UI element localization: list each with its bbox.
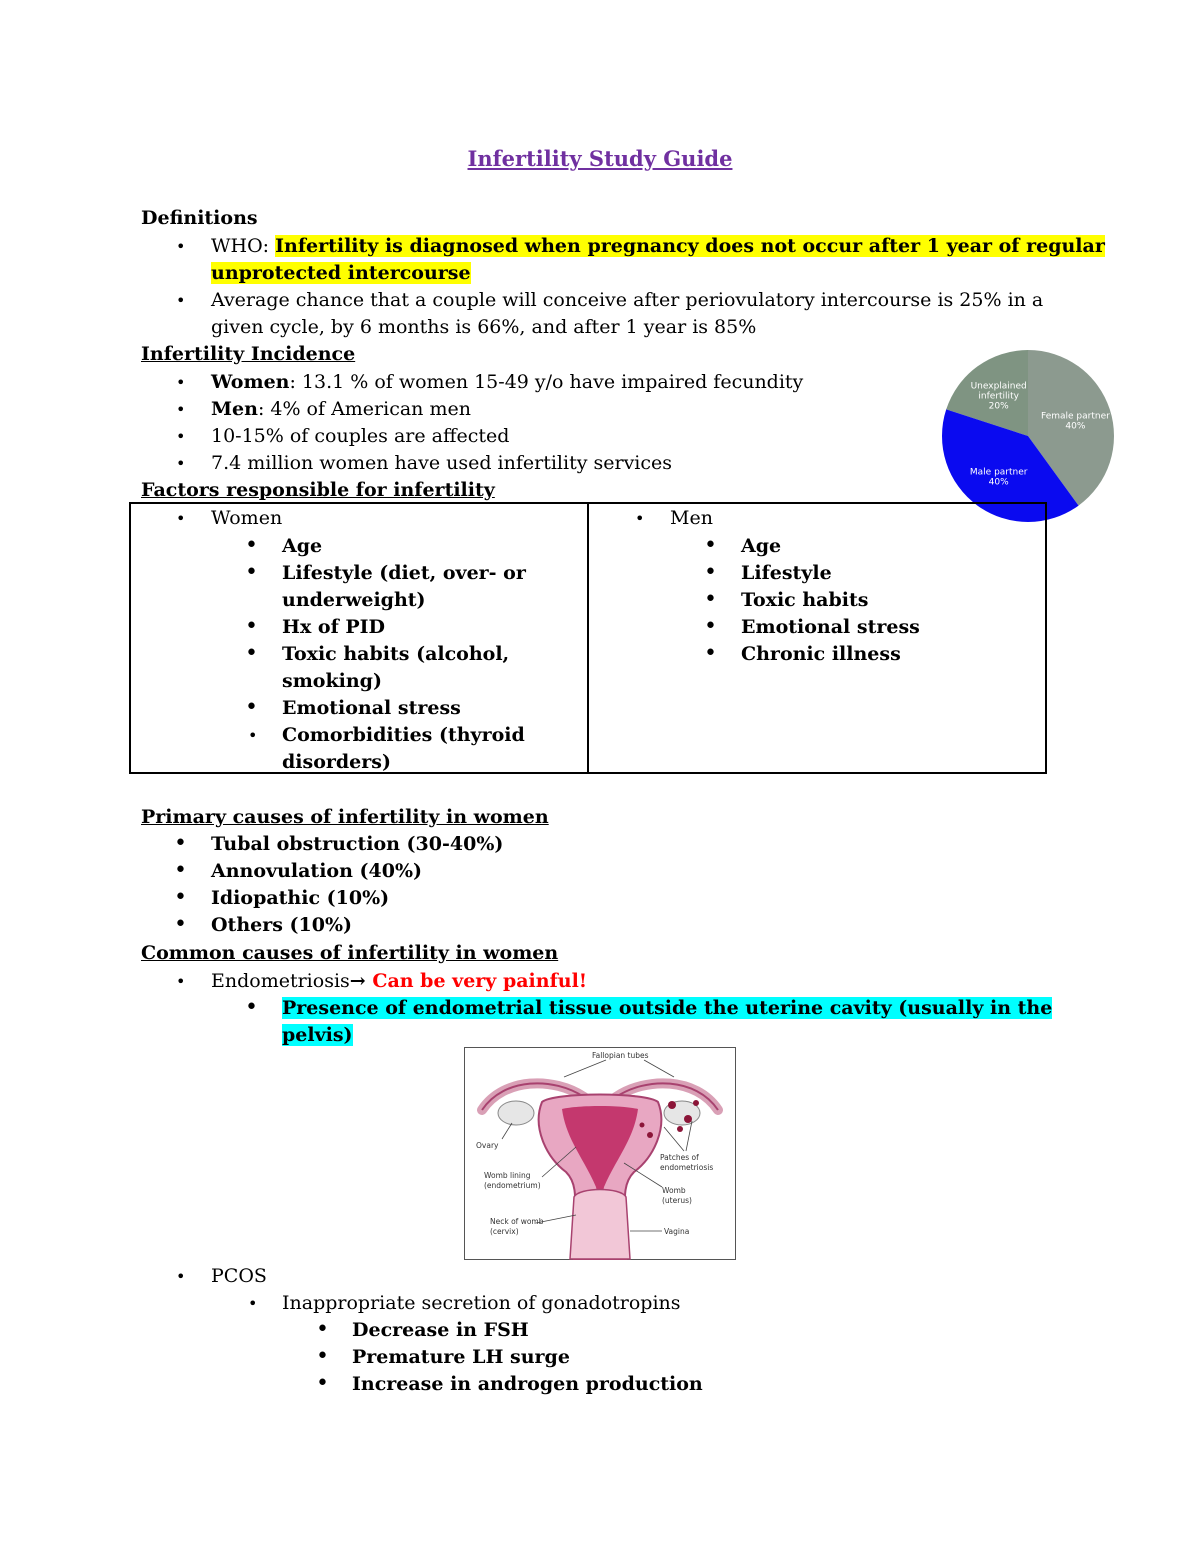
causes-pie-chart	[940, 348, 1116, 524]
men-factor-item: Chronic illness	[741, 643, 901, 665]
bullet: •	[248, 726, 258, 745]
bullet: •	[316, 1317, 329, 1342]
who-definition-cont	[211, 260, 471, 287]
bullet: •	[176, 509, 186, 528]
label-womb-1: Womb	[662, 1186, 686, 1195]
endo-def1: Presence of endometrial tissue outside the uterine cavity (usually in the	[282, 997, 1053, 1019]
bullet: •	[245, 614, 258, 639]
common-heading: Common causes of infertility in women	[141, 942, 559, 964]
bullet: •	[704, 614, 717, 639]
primary-cause-item: Others (10%)	[211, 914, 353, 936]
primary-cause-item: Idiopathic (10%)	[211, 887, 390, 909]
endometriosis-label: Endometriosis	[211, 970, 350, 992]
men-factor-item: Age	[741, 535, 782, 557]
chance-line1: Average chance that a couple will conceive after periovulatory intercourse is 25% in a	[211, 289, 1044, 311]
bullet: •	[174, 858, 187, 883]
incidence-couples: 10-15% of couples are affected	[211, 425, 510, 447]
painful-note: Can be very painful!	[365, 970, 588, 992]
bullet: •	[704, 560, 717, 585]
women-factor-item: underweight)	[282, 589, 426, 611]
bullet: •	[176, 1267, 186, 1286]
page-title: Infertility Study Guide	[467, 146, 733, 171]
bullet: •	[704, 641, 717, 666]
pie-label: Male partner	[969, 467, 1028, 478]
pie-label: Unexplained	[970, 381, 1027, 392]
who-prefix: WHO:	[211, 235, 276, 257]
incidence-services: 7.4 million women have used infertility services	[211, 452, 673, 474]
women-factor-item: Age	[282, 535, 323, 557]
men-factor-item: Emotional stress	[741, 616, 920, 638]
pie-label: Female partner	[1041, 411, 1110, 422]
primary-heading: Primary causes of infertility in women	[141, 806, 549, 828]
endometriosis-line	[211, 968, 587, 995]
women-factors-heading: Women	[211, 507, 283, 529]
men-factors-heading: Men	[670, 507, 713, 529]
women-factor-item: Emotional stress	[282, 697, 461, 719]
bullet: •	[176, 454, 186, 473]
bullet: •	[245, 695, 258, 720]
bullet: •	[245, 560, 258, 585]
label-womb-2: (uterus)	[662, 1196, 692, 1205]
label-fallopian-tubes: Fallopian tubes	[592, 1051, 649, 1060]
endometriosis-diagram	[464, 1047, 736, 1260]
chance-line2: given cycle, by 6 months is 66%, and after 1 year is 85%	[211, 316, 757, 338]
bullet: •	[174, 885, 187, 910]
men-factor-item: Toxic habits	[741, 589, 869, 611]
bullet: •	[248, 1294, 258, 1313]
women-factor-item: Hx of PID	[282, 616, 386, 638]
incidence-men	[211, 396, 471, 423]
bullet: •	[316, 1371, 329, 1396]
bullet: •	[245, 641, 258, 666]
bullet: •	[635, 509, 645, 528]
pie-label: 40%	[988, 477, 1009, 488]
pie-label: 40%	[1065, 421, 1086, 432]
bullet: •	[245, 995, 258, 1020]
factors-table-divider	[587, 502, 589, 774]
label-neck-2: (cervix)	[490, 1227, 519, 1236]
bullet: •	[176, 972, 186, 991]
arrow-icon: →	[349, 970, 366, 992]
label-womb-lining-1: Womb lining	[484, 1171, 531, 1180]
men-text: : 4% of American men	[257, 398, 471, 420]
women-factor-item: Toxic habits (alcohol,	[282, 643, 510, 665]
bullet: •	[176, 291, 186, 310]
label-ovary: Ovary	[476, 1141, 499, 1150]
bullet: •	[176, 427, 186, 446]
label-womb-lining-2: (endometrium)	[484, 1181, 541, 1190]
who-line1: Infertility is diagnosed when pregnancy does not occur after 1 year of regular	[275, 235, 1105, 257]
endo-definition-2	[282, 1022, 353, 1049]
bullet: •	[245, 533, 258, 558]
factors-heading: Factors responsible for infertility	[141, 479, 495, 501]
incidence-women	[211, 369, 803, 396]
women-label: Women	[211, 371, 290, 393]
definitions-heading: Definitions	[141, 207, 258, 229]
label-patches-1: Patches of	[660, 1153, 699, 1162]
bullet: •	[176, 373, 186, 392]
women-factor-item: smoking)	[282, 670, 382, 692]
pcos-item: Increase in androgen production	[352, 1373, 703, 1395]
endo-def2: pelvis)	[282, 1024, 353, 1046]
men-factor-item: Lifestyle	[741, 562, 832, 584]
who-line2: unprotected intercourse	[211, 262, 471, 284]
pie-label: infertility	[978, 391, 1019, 402]
primary-cause-item: Annovulation (40%)	[211, 860, 422, 882]
bullet: •	[704, 533, 717, 558]
bullet: •	[704, 587, 717, 612]
label-neck-1: Neck of womb	[490, 1217, 544, 1226]
label-vagina: Vagina	[664, 1227, 690, 1236]
men-label: Men	[211, 398, 258, 420]
incidence-heading: Infertility Incidence	[141, 343, 356, 365]
bullet: •	[176, 400, 186, 419]
label-patches-2: endometriosis	[660, 1163, 714, 1172]
bullet: •	[176, 237, 186, 256]
endo-definition-1	[282, 995, 1052, 1022]
women-factor-item: Lifestyle (diet, over- or	[282, 562, 526, 584]
pcos-item: Premature LH surge	[352, 1346, 570, 1368]
pcos-sub: Inappropriate secretion of gonadotropins	[282, 1292, 681, 1314]
pcos-label: PCOS	[211, 1265, 267, 1287]
primary-cause-item: Tubal obstruction (30-40%)	[211, 833, 504, 855]
bullet: •	[174, 831, 187, 856]
who-definition	[211, 233, 1105, 260]
women-factor-item: Comorbidities (thyroid	[282, 724, 525, 746]
bullet: •	[316, 1344, 329, 1369]
women-factor-item: disorders)	[282, 751, 391, 773]
bullet: •	[174, 912, 187, 937]
pie-label: 20%	[988, 401, 1009, 412]
pcos-item: Decrease in FSH	[352, 1319, 529, 1341]
women-text: : 13.1 % of women 15-49 y/o have impaired fecundity	[289, 371, 804, 393]
